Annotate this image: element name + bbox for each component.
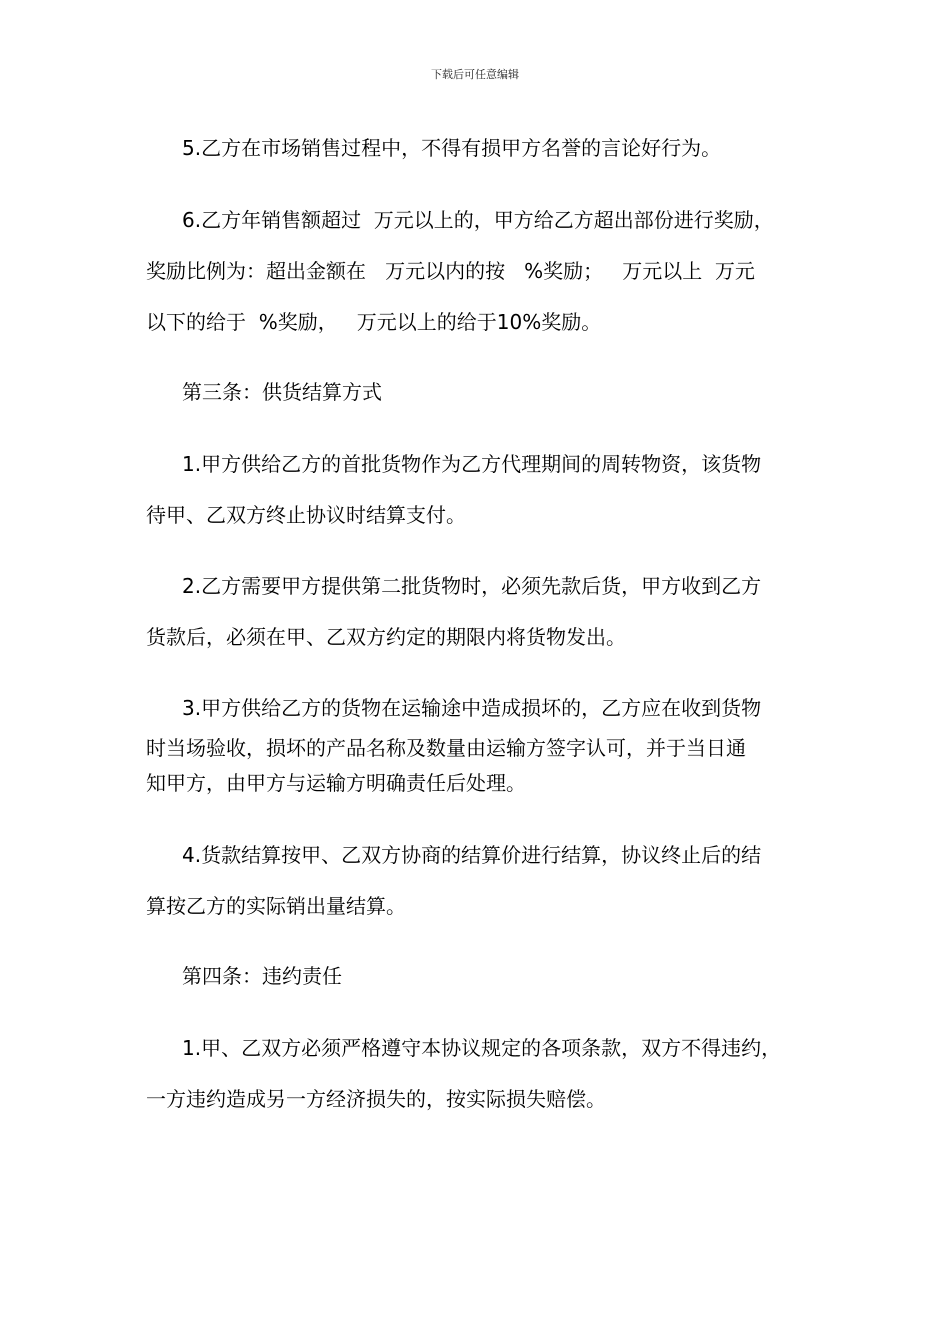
article-3-item-2-line-2: 货款后，必须在甲、乙双方约定的期限内将货物发出。: [146, 625, 626, 649]
clause-5: 5.乙方在市场销售过程中，不得有损甲方名誉的言论好行为。: [182, 136, 722, 160]
page-header: 下载后可任意编辑: [431, 68, 519, 81]
article-4-item-1-line-1: 1.甲、乙双方必须严格遵守本协议规定的各项条款，双方不得违约，: [182, 1036, 782, 1060]
clause-6-line-1: 6.乙方年销售额超过 万元以上的，甲方给乙方超出部份进行奖励，: [182, 208, 774, 232]
article-3-item-2-line-1: 2.乙方需要甲方提供第二批货物时，必须先款后货，甲方收到乙方: [182, 574, 762, 598]
article-3-item-1-line-2: 待甲、乙双方终止协议时结算支付。: [146, 503, 466, 527]
article-4-item-1-line-2: 一方违约造成另一方经济损失的，按实际损失赔偿。: [146, 1087, 606, 1111]
article-3-item-3-line-1: 3.甲方供给乙方的货物在运输途中造成损坏的，乙方应在收到货物: [182, 696, 762, 720]
clause-6-line-3: 以下的给于 %奖励， 万元以上的给于10%奖励。: [146, 310, 602, 334]
article-3-item-3-line-3: 知甲方，由甲方与运输方明确责任后处理。: [146, 771, 526, 795]
article-3-item-4-line-2: 算按乙方的实际销出量结算。: [146, 894, 406, 918]
article-3-title: 第三条：供货结算方式: [182, 380, 382, 404]
article-4-title: 第四条：违约责任: [182, 964, 342, 988]
clause-6-line-2: 奖励比例为：超出金额在 万元以内的按 %奖励； 万元以上 万元: [146, 259, 755, 283]
article-3-item-1-line-1: 1.甲方供给乙方的首批货物作为乙方代理期间的周转物资，该货物: [182, 452, 762, 476]
article-3-item-3-line-2: 时当场验收，损坏的产品名称及数量由运输方签字认可，并于当日通: [146, 736, 746, 760]
article-3-item-4-line-1: 4.货款结算按甲、乙双方协商的结算价进行结算，协议终止后的结: [182, 843, 762, 867]
